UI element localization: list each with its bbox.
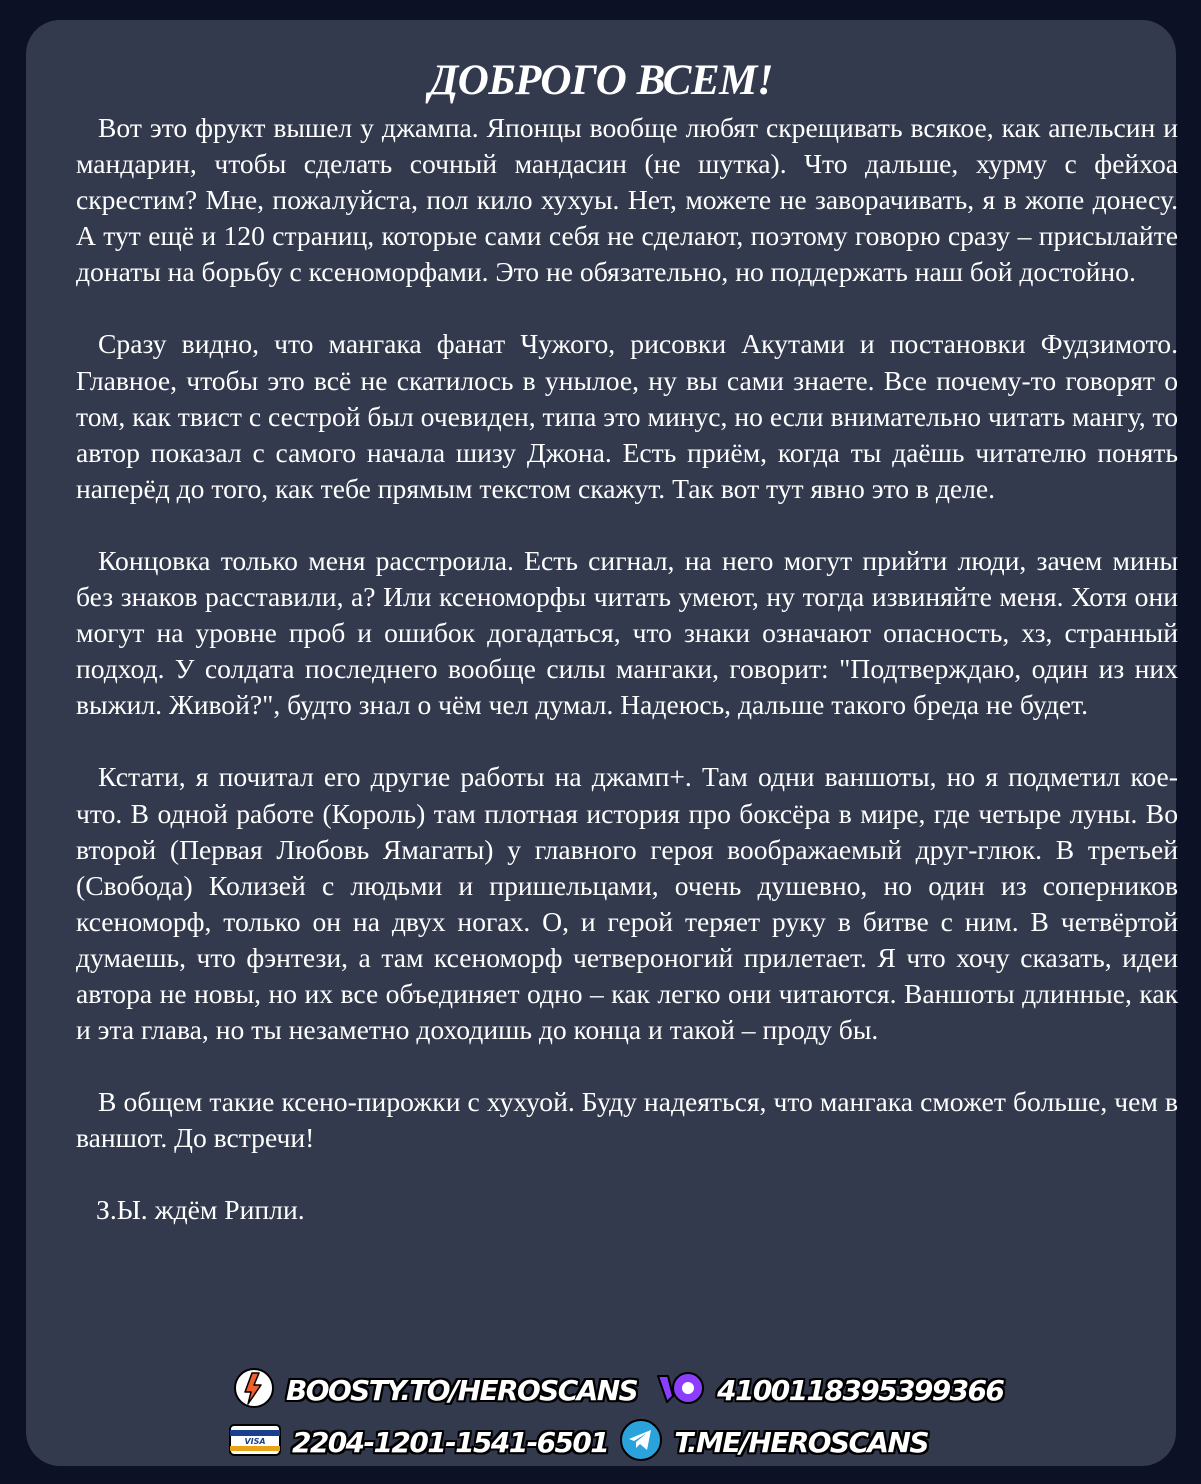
promo-row-2 (228, 1417, 928, 1468)
announcement-body (76, 110, 1178, 1264)
page-title: ДОБРОГО ВСЕМ! (428, 57, 774, 104)
visa-card-icon (228, 1422, 282, 1463)
yoomoney-icon (655, 1368, 707, 1413)
paragraph-4: Кстати, я почитал его другие работы на джамп+. Там одни ваншоты, но я подметил кое-что. В одной работе (Король) там плотная история про боксёра в мире, где четыре луны. Во второй (Первая Любовь Ямагаты) у главного героя воображаемый друг-глюк. В третьей (Свобода) Колизей с людьми и пришельцами, очень душевно, но один из соперников ксеноморф, только он на двух ногах. О, и герой теряет руку в битве с ним. В четвёртой думаешь, что фэнтези, а там ксеноморф четвероногий прилетает. Я что хочу сказать, идеи автора не новы, но их все объединяет одно – как легко они читаются. Ваншоты длинные, как и эта глава, но ты незаметно доходишь до конца и такой – проду бы. (76, 761, 1178, 1046)
yoomoney-wallet: 4100118395399366 (717, 1374, 1004, 1407)
boosty-icon (232, 1366, 276, 1415)
paragraph-3: Концовка только меня расстроила. Есть сигнал, на него могут прийти люди, зачем мины без знаков расставили, а? Или ксеноморфы читать умеют, ну тогда извиняйте меня. Хотя они могут на уровне проб и ошибок догадаться, что знаки означают опасность, хз, странный подход. У солдата последнего вообще силы мангаки, говорит: "Подтверждаю, один из них выжил. Живой?", будто знал о чём чел думал. Надеюсь, дальше такого бреда не будет. (76, 544, 1178, 721)
paragraph-5: В общем такие ксено-пирожки с хухуой. Буду надеяться, что мангака сможет больше, чем в ваншот. До встречи! (76, 1086, 1178, 1154)
paragraph-2: Сразу видно, что мангака фанат Чужого, рисовки Акутами и постановки Фудзимото. Главное, чтобы это всё не скатилось в унылое, ну вы сами знаете. Все почему-то говорят о том, как твист с сестрой был очевиден, типа это минус, но если внимательно читать мангу, то автор показал с самого начала шизу Джона. Есть приём, когда ты даёшь читателю понять наперёд до того, как тебе прямым текстом скажут. Так вот тут явно это в деле. (76, 328, 1178, 504)
telegram-link[interactable]: T.ME/HEROSCANS (674, 1426, 928, 1459)
paragraph-1: Вот это фрукт вышел у джампа. Японцы вообще любят скрещивать всякое, как апельсин и мандарин, чтобы сделать сочный мандасин (не шутка). Что дальше, хурму с фейхоа скрестим? Мне, пожалуйста, пол кило хухуы. Нет, можете не заворачивать, я в жопе донесу. А тут ещё и 120 страниц, которые сами себя не сделают, поэтому говорю сразу – присылайте донаты на борьбу с ксеноморфами. Это не обязательно, но поддержать наш бой достойно. (76, 112, 1178, 288)
announcement-card (26, 20, 1176, 1466)
postscript: З.Ы. ждём Рипли. (96, 1194, 305, 1226)
boosty-link[interactable]: BOOSTY.TO/HEROSCANS (286, 1374, 638, 1407)
svg-text:VISA: VISA (244, 1437, 266, 1446)
telegram-icon (618, 1417, 664, 1468)
promo-row-1 (232, 1366, 1003, 1415)
card-number: 2204-1201-1541-6501 (292, 1426, 609, 1459)
